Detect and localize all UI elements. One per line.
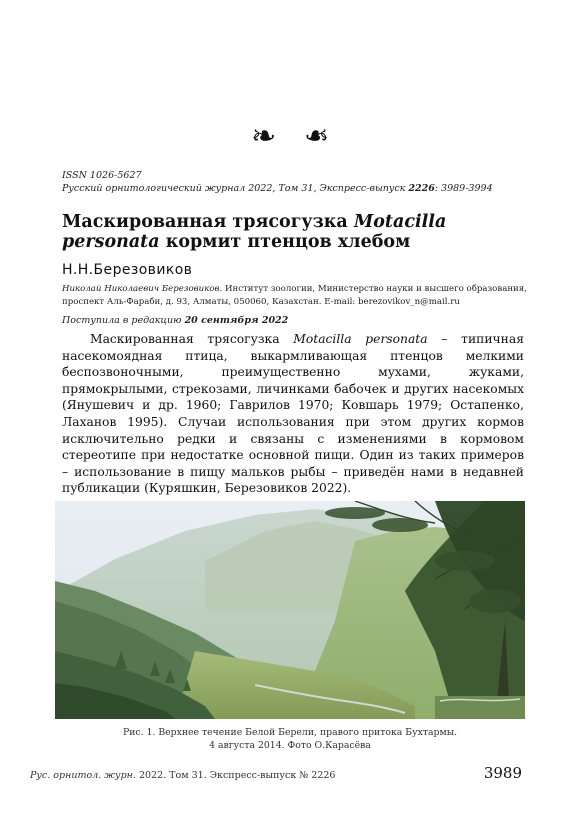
page-number: 3989	[483, 764, 522, 782]
affiliation-text: . Институт зоологии, Министерство науки и высшего образования, проспект Аль-Фараби, д. 93, Алматы, 050060, Казахстан. E-mail: berezovikov_n@mail.ru	[62, 284, 527, 307]
footer-issue: 2022. Том 31. Экспресс-выпуск № 2226	[135, 770, 336, 781]
title-species: Motacilla personata	[62, 212, 447, 252]
journal-header	[62, 170, 532, 195]
author-affiliation	[62, 283, 532, 308]
fleuron-left-icon: ❧	[251, 119, 283, 154]
footer-journal-abbr: Рус. орнитол. журн.	[30, 770, 136, 781]
figure-photo	[55, 501, 525, 719]
title-text-1: Маскированная трясогузка	[62, 212, 354, 232]
body-species: Motacilla personata	[293, 332, 428, 346]
received-date-value: 20 сентября 2022	[184, 315, 289, 326]
article-title	[62, 212, 532, 252]
body-text-1: Маскированная трясогузка	[90, 332, 294, 346]
issn: ISSN 1026-5627	[62, 170, 142, 181]
author-name: Н.Н.Березовиков	[62, 262, 193, 278]
figure-caption	[55, 727, 525, 752]
title-text-2: кормит птенцов хлебом	[159, 232, 411, 252]
received-date	[62, 314, 288, 327]
caption-line-1: Рис. 1. Верхнее течение Белой Берели, правого притока Бухтармы.	[122, 727, 458, 738]
ornament-fleuron	[0, 119, 580, 154]
page-range: : 3989-3994	[434, 182, 493, 194]
journal-name: Русский орнитологический журнал 2022, Том 31, Экспресс-выпуск	[62, 182, 409, 194]
received-label: Поступила в редакцию	[62, 315, 185, 326]
fleuron-right-icon: ❧	[297, 119, 329, 154]
issue-number: 2226	[408, 182, 435, 194]
caption-line-2: 4 августа 2014. Фото О.Карасёва	[209, 739, 371, 751]
body-text-2: – типичная насекомоядная птица, выкармливающая птенцов мелкими беспозвоночными, преимущественно мухами, жуками, прямокрылыми, стрекозами, личинками бабочек и других насекомых (Янушевич и др. 1960; Гаврилов 1970; Ковшарь 1979; Остапенко, Лаханов 1995). Случаи использования при этом других кормов исключительно редки и связаны с изменениями в кормовом стереотипе при недостатке основной пищи. Один из таких примеров – использование в пищу мальков рыбы – приведён нами в недавней публикации (Куряшкин, Березовиков 2022).	[62, 332, 524, 496]
journal-citation	[62, 183, 532, 196]
body-paragraph	[62, 331, 524, 497]
footer-citation	[30, 770, 335, 782]
affiliation-name: Николай Николаевич Березовиков	[62, 284, 220, 294]
